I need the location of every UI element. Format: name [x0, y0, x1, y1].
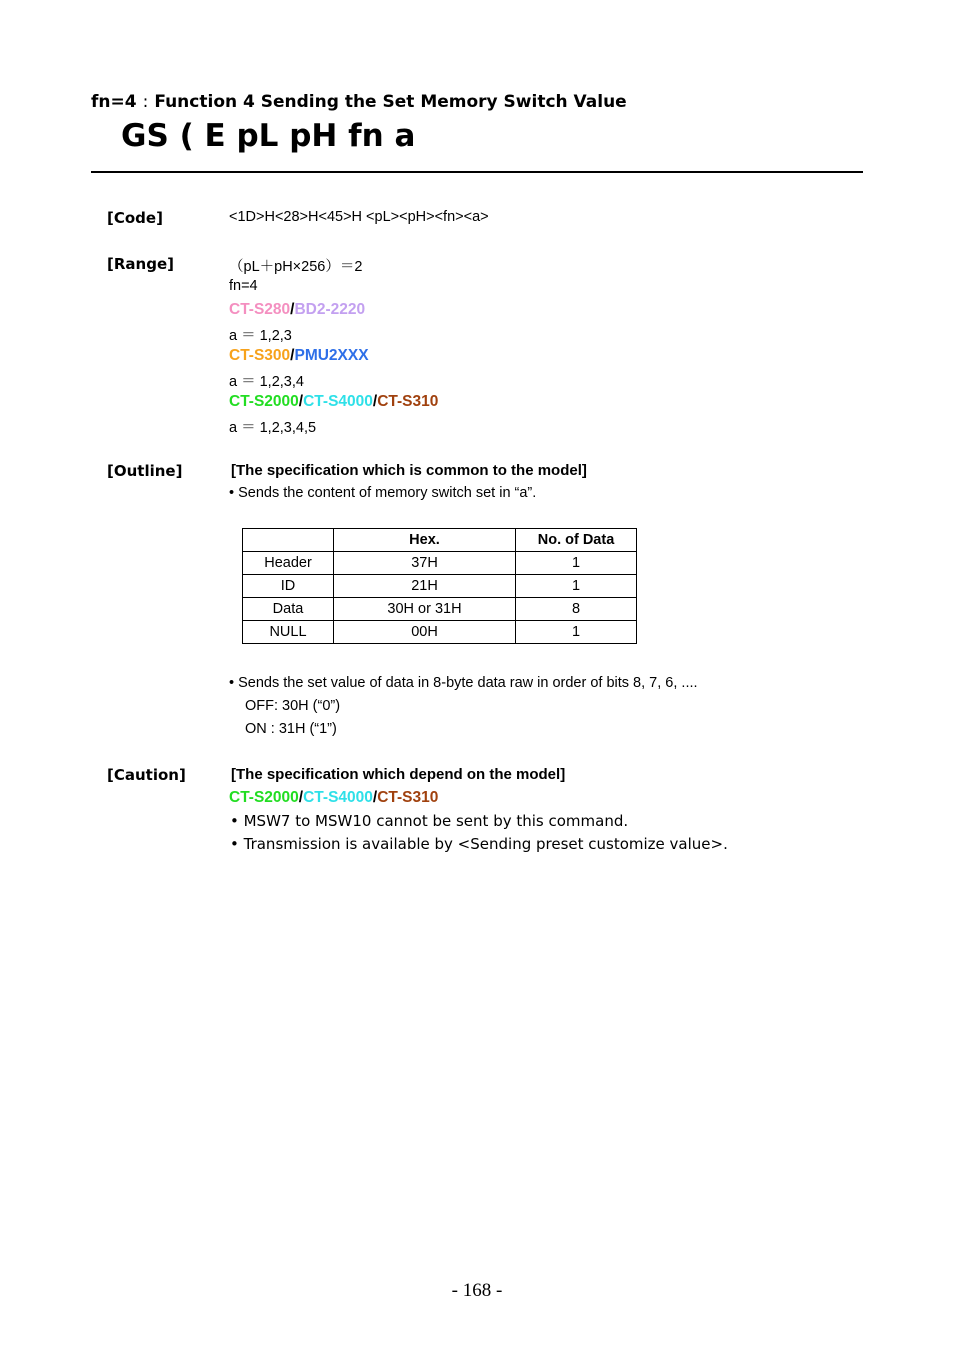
table-cell: 30H or 31H [334, 598, 516, 621]
table-cell: NULL [243, 621, 334, 644]
range-value-group-3: a ＝ 1,2,3,4,5 [229, 420, 317, 436]
range-models-group-3 [229, 393, 438, 411]
table-header-cell [243, 529, 334, 552]
outline-bullet: • Sends the content of memory switch set in “a”. [229, 485, 537, 501]
range-formula: （pL＋pH×256）＝2 [229, 259, 363, 275]
table-cell: 1 [516, 621, 637, 644]
command-title: GS ( E pL pH fn a [121, 118, 416, 154]
model-name: CT-S4000 [303, 393, 373, 410]
model-name: CT-S310 [377, 789, 439, 806]
caution-bullet: • MSW7 to MSW10 cannot be sent by this command. [230, 812, 629, 830]
table-row [243, 598, 637, 621]
title-rule [91, 171, 863, 173]
table-header-cell: Hex. [334, 529, 516, 552]
table-cell: 1 [516, 575, 637, 598]
table-row [243, 621, 637, 644]
table-cell: 8 [516, 598, 637, 621]
code-label: [Code] [107, 209, 163, 227]
caution-models [229, 789, 438, 807]
caution-bullet: • Transmission is available by <Sending preset customize value>. [230, 835, 728, 853]
function-title: Function 4 Sending the Set Memory Switch Value [154, 92, 627, 112]
range-value-group-2: a ＝ 1,2,3,4 [229, 374, 304, 390]
table-cell: ID [243, 575, 334, 598]
range-value-group-1: a ＝ 1,2,3 [229, 328, 292, 344]
table-row [243, 552, 637, 575]
model-slash: / [298, 789, 304, 806]
model-name: BD2-2220 [294, 301, 366, 318]
model-name: CT-S310 [377, 393, 439, 410]
response-table [242, 528, 637, 644]
table-cell: Header [243, 552, 334, 575]
outline-heading: [The specification which is common to the model] [231, 462, 587, 479]
on-line: ON : 31H (“1”) [245, 721, 337, 737]
table-cell: 21H [334, 575, 516, 598]
outline-label: [Outline] [107, 462, 183, 480]
off-line: OFF: 30H (“0”) [245, 698, 341, 714]
table-header-row [243, 529, 637, 552]
page-number: - 168 - [451, 1280, 503, 1301]
model-slash: / [372, 789, 378, 806]
model-name: CT-S280 [229, 301, 291, 318]
model-name: CT-S4000 [303, 789, 373, 806]
model-slash: / [298, 393, 304, 410]
code-value: <1D>H<28>H<45>H <pL><pH><fn><a> [229, 209, 489, 225]
model-name: CT-S2000 [229, 393, 299, 410]
table-header-cell: No. of Data [516, 529, 637, 552]
table-cell: Data [243, 598, 334, 621]
table-row [243, 575, 637, 598]
model-slash: / [290, 347, 295, 364]
table-cell: 1 [516, 552, 637, 575]
model-slash: / [290, 301, 295, 318]
function-heading [91, 92, 627, 112]
outline-bullet: • Sends the set value of data in 8-byte data raw in order of bits 8, 7, 6, .... [229, 675, 698, 691]
range-models-group-1 [229, 301, 365, 319]
model-name: CT-S300 [229, 347, 291, 364]
range-models-group-2 [229, 347, 369, 365]
model-name: PMU2XXX [294, 347, 369, 364]
range-label: [Range] [107, 255, 174, 273]
range-fn: fn=4 [229, 278, 258, 294]
model-name: CT-S2000 [229, 789, 299, 806]
table-cell: 37H [334, 552, 516, 575]
model-slash: / [372, 393, 378, 410]
fn-number: fn=4 [91, 92, 137, 112]
caution-heading: [The specification which depend on the model] [231, 766, 566, 783]
heading-separator: : [142, 92, 149, 112]
table-cell: 00H [334, 621, 516, 644]
caution-label: [Caution] [107, 766, 186, 784]
